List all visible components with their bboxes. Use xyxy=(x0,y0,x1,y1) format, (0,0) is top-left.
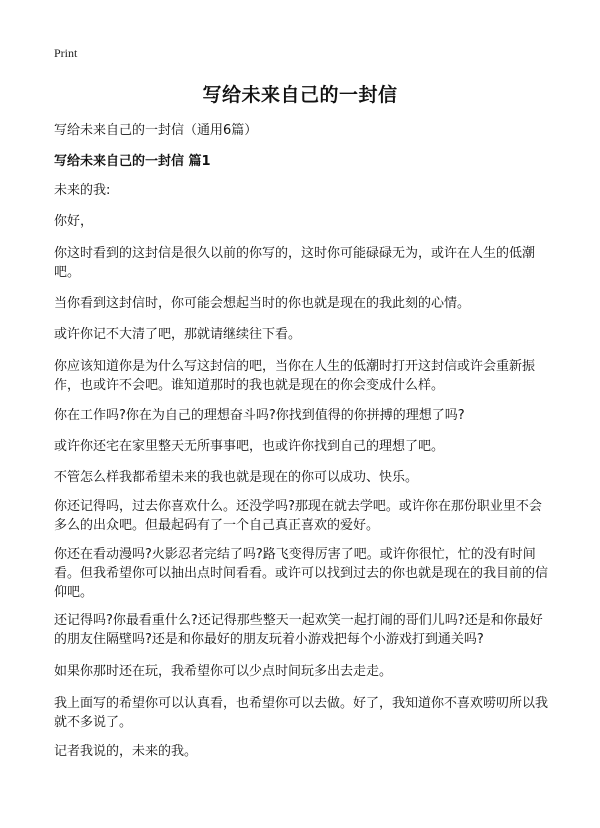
paragraph: 你还记得吗，过去你喜欢什么。还没学吗?那现在就去学吧。或许你在那份职业里不会多么的出众吧。但最起码有了一个自己真正喜欢的爱好。 xyxy=(54,499,542,533)
paragraph: 当你看到这封信时，你可能会想起当时的你也就是现在的我此刻的心情。 xyxy=(54,296,471,311)
document-title: 写给未来自己的一封信 xyxy=(202,84,398,106)
salutation-line: 你好， xyxy=(54,214,94,229)
closing-line: 记者我说的，未来的我。 xyxy=(54,744,198,759)
paragraph: 你应该知道你是为什么写这封信的吧，当你在人生的低潮时打开这封信或许会重新振作，也或许不会吧。谁知道那时的我也就是现在的你会变成什么样。 xyxy=(54,359,536,393)
document-subtitle: 写给未来自己的一封信（通用6篇） xyxy=(54,123,258,138)
paragraph: 你还在看动漫吗?火影忍者完结了吗?路飞变得厉害了吧。或许你很忙，忙的没有时间看。但我希望你可以抽出点时间看看。或许可以找到过去的你也就是现在的我目前的信仰吧。 xyxy=(54,547,549,600)
paragraph: 你这时看到的这封信是很久以前的你写的，这时你可能碌碌无为，或许在人生的低潮吧。 xyxy=(54,246,536,280)
paragraph: 如果你那时还在玩，我希望你可以少点时间玩多出去走走。 xyxy=(54,664,393,679)
paragraph: 我上面写的希望你可以认真看，也希望你可以去做。好了，我知道你不喜欢唠叨所以我就不多说了。 xyxy=(54,696,549,730)
paragraph: 你在工作吗?你在为自己的理想奋斗吗?你找到值得的你拼搏的理想了吗? xyxy=(54,408,465,423)
paragraph: 不管怎么样我都希望未来的我也就是现在的你可以成功、快乐。 xyxy=(54,470,419,485)
print-link[interactable]: Print xyxy=(54,46,78,60)
paragraph: 或许你还宅在家里整天无所事事吧，也或许你找到自己的理想了吧。 xyxy=(54,439,445,454)
paragraph: 还记得吗?你最看重什么?还记得那些整天一起欢笑一起打闹的哥们儿吗?还是和你最好的朋友住隔壁吗?还是和你最好的朋友玩着小游戏把每个小游戏打到通关吗? xyxy=(54,613,543,647)
greeting-line: 未来的我: xyxy=(54,183,111,198)
paragraph: 或许你记不大清了吧，那就请继续往下看。 xyxy=(54,327,302,342)
section-heading: 写给未来自己的一封信 篇1 xyxy=(54,154,211,169)
